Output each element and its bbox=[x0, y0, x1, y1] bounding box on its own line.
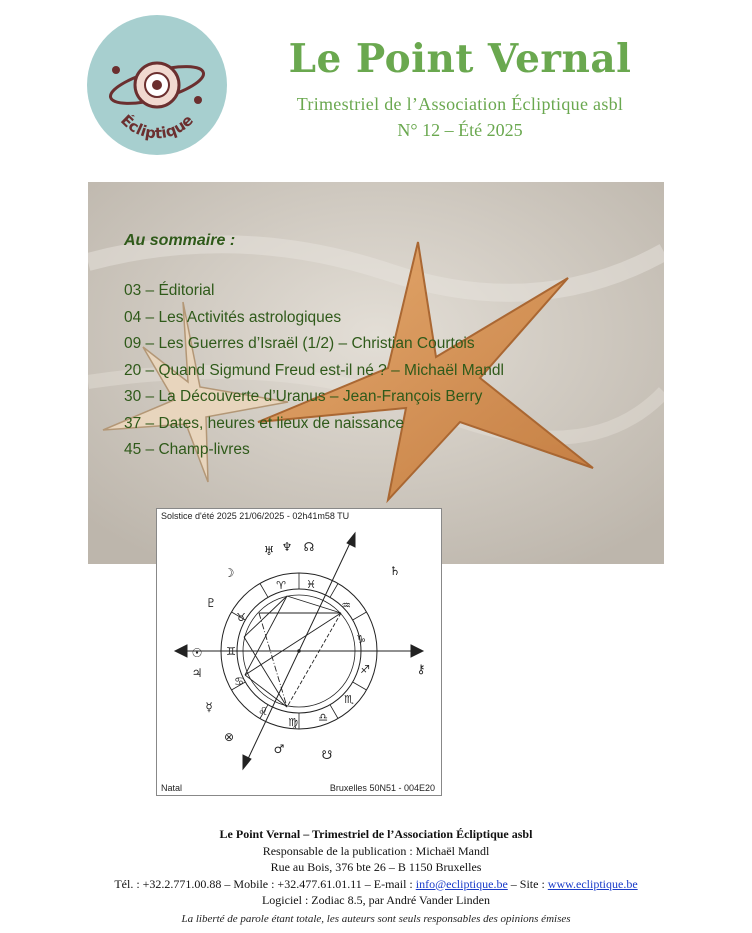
logo-text-top bbox=[86, 14, 183, 18]
footer-responsible: Responsable de la publication : Michaël Mandl bbox=[262, 843, 490, 858]
zodiac-wheel bbox=[157, 523, 441, 781]
magazine-subtitle: Trimestriel de l’Association Écliptique asbl bbox=[296, 94, 624, 114]
svg-text:♇: ♇ bbox=[205, 596, 217, 610]
disclaimer: La liberté de parole étant totale, les auteurs sont seuls responsables des opinions émises bbox=[181, 913, 571, 925]
footer-contact bbox=[0, 876, 752, 893]
website-link[interactable]: www.ecliptique.be bbox=[547, 876, 638, 891]
svg-text:♆: ♆ bbox=[281, 540, 293, 554]
logo-text-bottom: Écliptique bbox=[117, 111, 197, 143]
svg-text:☽: ☽ bbox=[223, 566, 235, 580]
toc-item: 30 – La Découverte d’Uranus – Jean-François Berry bbox=[124, 388, 483, 405]
svg-text:♑: ♑ bbox=[356, 633, 366, 646]
svg-text:♃: ♃ bbox=[191, 666, 203, 680]
svg-text:♊: ♊ bbox=[226, 645, 236, 658]
issue-number: N° 12 – Été 2025 bbox=[397, 120, 523, 140]
svg-text:⚷: ⚷ bbox=[416, 662, 426, 676]
svg-text:♅: ♅ bbox=[263, 544, 275, 558]
chart-header: Solstice d'été 2025 21/06/2025 - 02h41m58 TU bbox=[161, 511, 350, 521]
table-of-contents bbox=[124, 232, 504, 464]
svg-text:☊: ☊ bbox=[303, 540, 315, 554]
toc-item: 45 – Champ-livres bbox=[124, 441, 250, 458]
svg-text:♍: ♍ bbox=[288, 716, 298, 729]
footer-software: Logiciel : Zodiac 8.5, par André Vander Linden bbox=[261, 893, 491, 907]
svg-text:♈: ♈ bbox=[276, 579, 286, 592]
cover-photo-starfish bbox=[88, 182, 664, 564]
svg-text:♄: ♄ bbox=[389, 564, 401, 578]
association-logo bbox=[86, 14, 228, 156]
svg-text:♌: ♌ bbox=[258, 705, 268, 718]
astrological-chart bbox=[156, 508, 442, 796]
toc-heading: Au sommaire : bbox=[124, 232, 236, 249]
toc-item: 37 – Dates, heures et lieux de naissance bbox=[124, 414, 405, 432]
svg-text:♏: ♏ bbox=[344, 693, 354, 706]
svg-text:⊗: ⊗ bbox=[223, 730, 235, 744]
svg-text:♂: ♂ bbox=[273, 742, 285, 756]
publication-footer bbox=[0, 826, 752, 909]
svg-text:♋: ♋ bbox=[234, 675, 244, 688]
svg-text:☋: ☋ bbox=[321, 748, 333, 762]
svg-text:♎: ♎ bbox=[318, 711, 328, 724]
toc-item: 04 – Les Activités astrologiques bbox=[124, 308, 342, 326]
toc-item: 20 – Quand Sigmund Freud est-il né ? – Michaël Mandl bbox=[124, 361, 504, 379]
svg-text:☉: ☉ bbox=[191, 646, 203, 660]
footer-phones: Tél. : +32.2.771.00.88 – Mobile : +32.477.61.01.11 – E-mail : bbox=[114, 876, 416, 891]
toc-item: 03 – Éditorial bbox=[124, 282, 215, 299]
svg-text:♐: ♐ bbox=[360, 663, 370, 676]
toc-item: 09 – Les Guerres d’Israël (1/2) – Christian Courtois bbox=[124, 335, 475, 352]
svg-text:♉: ♉ bbox=[236, 611, 246, 624]
footer-publication: Le Point Vernal – Trimestriel de l’Association Écliptique asbl bbox=[219, 827, 533, 841]
svg-text:☿: ☿ bbox=[205, 700, 213, 714]
svg-text:♒: ♒ bbox=[341, 599, 351, 612]
footer-address: Rue au Bois, 376 bte 26 – B 1150 Bruxelles bbox=[270, 860, 482, 874]
svg-text:♓: ♓ bbox=[306, 578, 316, 591]
footer-site-label: – Site : bbox=[507, 876, 548, 891]
magazine-title: Le Point Vernal bbox=[288, 36, 632, 82]
email-link[interactable]: info@ecliptique.be bbox=[415, 876, 508, 891]
chart-footer-left: Natal bbox=[161, 783, 183, 793]
chart-footer-right: Bruxelles 50N51 - 004E20 bbox=[329, 783, 435, 793]
